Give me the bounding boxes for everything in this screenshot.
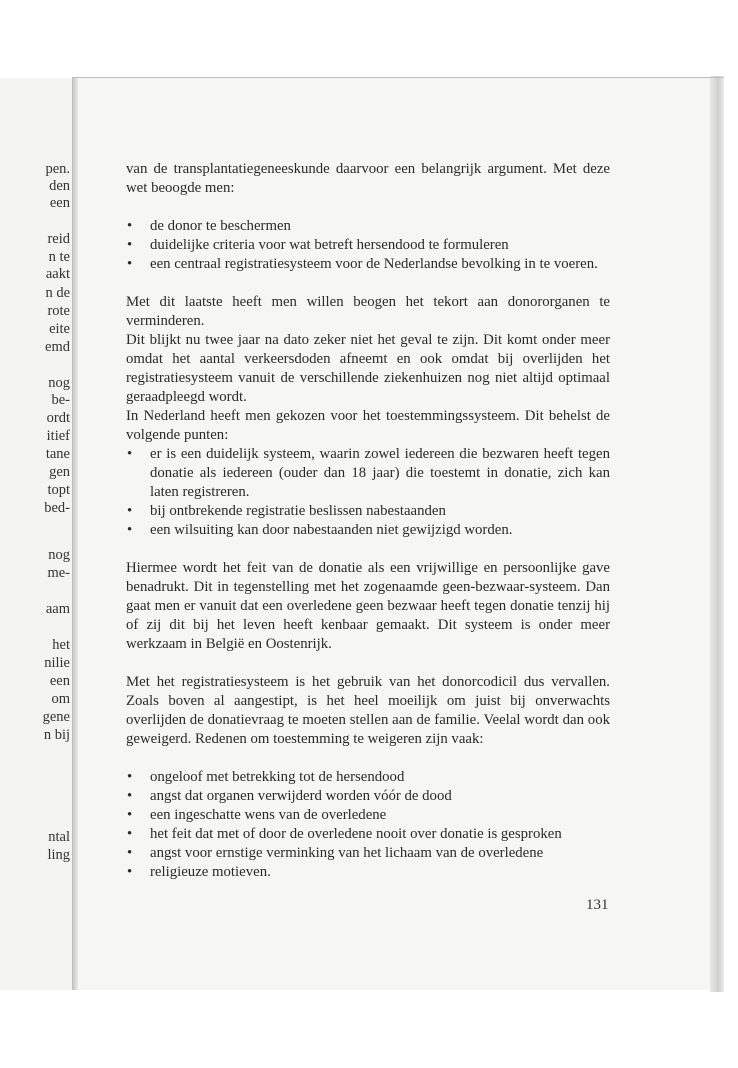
left-page-text-fragment: ling — [47, 847, 70, 863]
page-number: 131 — [586, 897, 609, 913]
left-page-text-fragment: ordt — [46, 410, 70, 426]
list-item: • ongeloof met betrekking tot de hersendood — [126, 768, 610, 787]
left-page-text-fragment: pen. — [45, 161, 70, 177]
list-item: • religieuze motieven. — [126, 863, 610, 882]
list-item: • een centraal registratiesysteem voor de Nederlandse bevolking in te voeren. — [126, 255, 610, 274]
left-page-text-fragment: eite — [49, 321, 70, 337]
left-page-text-fragment: tane — [45, 446, 70, 462]
paragraph: In Nederland heeft men gekozen voor het toestemmingssysteem. Dit behelst de volgende punten: — [126, 408, 610, 443]
left-page-text-fragment: nog — [48, 547, 70, 563]
bullet-list-points — [126, 445, 610, 540]
list-item: • de donor te beschermen — [126, 217, 610, 236]
paragraph: Met het registratiesysteem is het gebruik van het donorcodicil dus vervallen. Zoals boven al aangestipt, is het heel moeilijk om juist bij onverwachts overlijden de donatievraag te moeten stellen aan de familie. Veelal wordt dan ook geweigerd. Redenen om toestemming te weigeren zijn vaak: — [126, 674, 610, 747]
list-item: • bij ontbrekende registratie beslissen nabestaanden — [126, 502, 610, 521]
list-item: • angst dat organen verwijderd worden vóór de dood — [126, 787, 610, 806]
left-page-text-fragment: aam — [45, 601, 70, 617]
bullet-list-reasons — [126, 768, 610, 882]
page-edge — [710, 76, 724, 992]
left-page-text-fragment: nilie — [44, 655, 70, 671]
bullet-list-goals — [126, 217, 610, 274]
left-page-text-fragment: gen — [49, 464, 70, 480]
left-page-text-fragment: rote — [47, 303, 70, 319]
paragraph: Dit blijkt nu twee jaar na dato zeker niet het geval te zijn. Dit komt onder meer omdat het aantal verkeersdoden afneemt en ook omdat bij overlijden het registratiesysteem vanuit de verschillende ziekenhuizen nog niet altijd optimaal geraadpleegd wordt. — [126, 332, 610, 405]
left-page-text-fragment: bed- — [44, 500, 70, 516]
left-page-text-fragment: een — [49, 673, 70, 689]
left-page-text-fragment: be- — [51, 392, 70, 408]
left-page-text-fragment: om — [51, 691, 70, 707]
list-item: • er is een duidelijk systeem, waarin zowel iedereen die bezwaren heeft tegen donatie als iedereen (ouder dan 18 jaar) die toestemt in donatie, zich kan laten registreren. — [126, 445, 610, 502]
left-page-text-fragment: het — [52, 637, 70, 653]
left-page-text-fragment: aakt — [45, 266, 70, 282]
left-page-text-fragment: nog — [48, 375, 70, 391]
left-page-text-fragment: den — [49, 178, 70, 194]
body-text — [126, 160, 610, 882]
page-top-edge — [72, 77, 724, 78]
paragraph: van de transplantatiegeneeskunde daarvoor een belangrijk argument. Met deze wet beoogde men: — [126, 161, 610, 196]
left-page-text-fragment: topt — [47, 482, 70, 498]
list-item: • een ingeschatte wens van de overledene — [126, 806, 610, 825]
left-page-text-fragment: reid — [47, 231, 70, 247]
paragraph: Met dit laatste heeft men willen beogen het tekort aan donororganen te verminderen. — [126, 294, 610, 329]
left-page-fragment — [0, 78, 76, 990]
left-page-text-fragment: n te — [48, 249, 70, 265]
paragraph: Hiermee wordt het feit van de donatie als een vrijwillige en persoonlijke gave benadrukt. Dit in tegenstelling met het zogenaamde geen-bezwaar-systeem. Dan gaat men er vanuit dat een overledene geen bezwaar heeft tegen donatie tenzij hij of zij dit bij het leven heeft kenbaar gemaakt. Dit systeem is onder meer werkzaam in België en Oostenrijk. — [126, 560, 610, 652]
left-page-text-fragment: n bij — [43, 727, 70, 743]
left-page-text-fragment: n de — [45, 285, 70, 301]
left-page-text-fragment: ntal — [48, 829, 70, 845]
list-item: • een wilsuiting kan door nabestaanden niet gewijzigd worden. — [126, 521, 610, 540]
list-item: • angst voor ernstige verminking van het lichaam van de overledene — [126, 844, 610, 863]
list-item: • het feit dat met of door de overledene nooit over donatie is gesproken — [126, 825, 610, 844]
left-page-text-fragment: een — [49, 195, 70, 211]
left-page-text-fragment: me- — [47, 565, 70, 581]
left-page-text-fragment: emd — [45, 339, 70, 355]
left-page-text-fragment: itief — [46, 428, 70, 444]
left-page-text-fragment: gene — [42, 709, 70, 725]
list-item: • duidelijke criteria voor wat betreft hersendood te formuleren — [126, 236, 610, 255]
